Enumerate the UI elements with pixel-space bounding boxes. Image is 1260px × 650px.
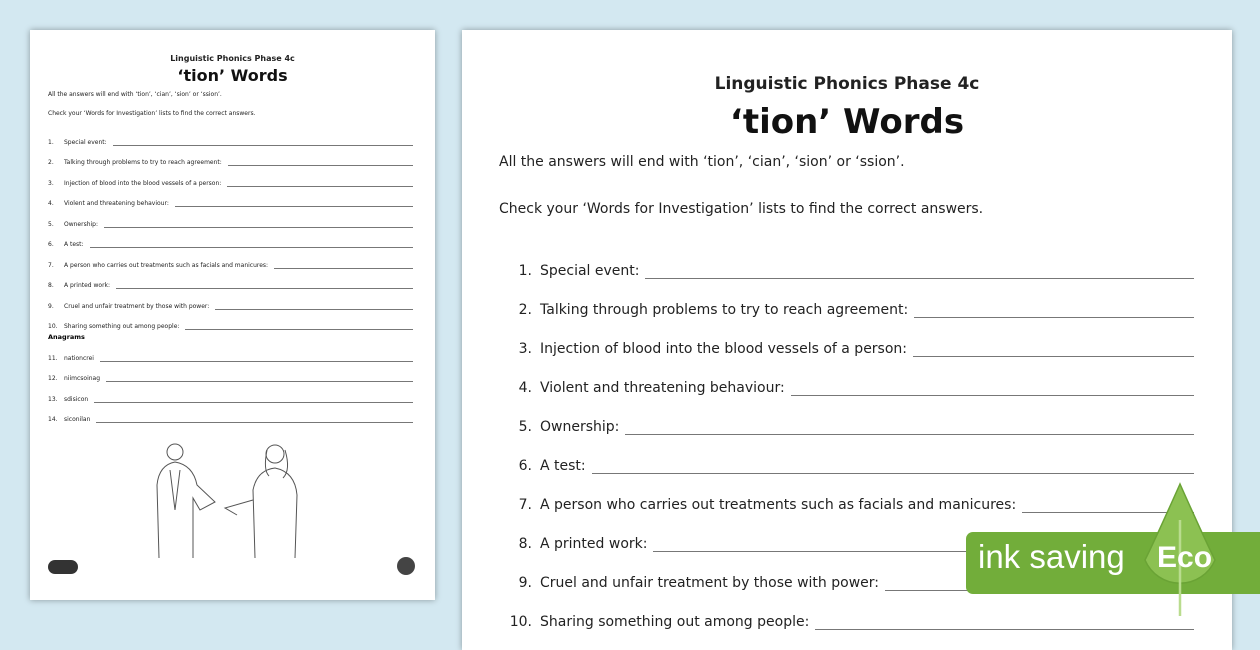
answer-line [175,206,413,207]
item-text: Injection of blood into the blood vessels of a person: [64,179,222,187]
item-text: Injection of blood into the blood vessels of a person: [540,341,908,357]
question-item [499,474,1194,513]
question-item [499,357,1194,396]
question-item [499,435,1194,474]
item-number: 1. [518,263,532,279]
item-number: 9. [518,575,532,591]
item-number: 3. [518,341,532,357]
question-item [48,310,413,331]
question-item [48,269,413,290]
answer-line [113,145,413,146]
answer-line [94,402,413,403]
item-number: 3. [48,179,54,187]
people-illustration [145,440,315,560]
answer-line [104,227,413,228]
item-number: 12. [48,375,58,382]
item-text: Sharing something out among people: [64,323,180,330]
intro-1: All the answers will end with ‘tion’, ‘cian’, ‘sion’ or ‘ssion’. [499,154,905,170]
answer-line [215,309,413,310]
item-text: Sharing something out among people: [540,614,810,630]
answer-line [914,317,1194,318]
worksheet-thumbnail[interactable] [30,30,435,600]
answer-line [96,422,413,423]
ink-saving-text: ink saving [978,538,1125,575]
question-item [499,279,1194,318]
question-item [499,240,1194,279]
item-text: A person who carries out treatments such as facials and manicures: [64,261,269,269]
anagram-item [48,403,413,424]
answer-line [913,356,1194,357]
item-text: Violent and threatening behaviour: [540,380,785,396]
item-text: Talking through problems to try to reach agreement: [540,302,909,318]
question-item [499,591,1194,630]
item-text: A printed work: [64,282,111,289]
item-number: 14. [48,416,58,423]
item-number: 10. [48,323,58,330]
answer-line [625,434,1194,435]
item-text: A printed work: [540,536,648,552]
item-number: 2. [518,302,532,318]
answer-line [100,361,413,362]
question-item [48,248,413,269]
answer-line [227,186,413,187]
answer-line [791,395,1194,396]
item-number: 1. [48,138,54,146]
answer-line [90,247,413,248]
item-text: Special event: [540,263,640,279]
item-text: Violent and threatening behaviour: [64,200,169,207]
answer-line [592,473,1194,474]
title: ‘tion’ Words [177,66,288,85]
item-number: 8. [518,536,532,552]
anagrams-heading: Anagrams [48,333,85,341]
item-number: 13. [48,395,58,403]
anagram-item [48,362,413,383]
item-number: 7. [48,261,54,269]
item-text: Cruel and unfair treatment by those with power: [540,575,879,591]
item-number: 5. [48,220,54,228]
answer-line [106,381,413,382]
question-item [499,318,1194,357]
item-text: nationcrei [64,354,94,362]
subtitle: Linguistic Phonics Phase 4c [714,74,980,94]
item-number: 5. [518,419,532,435]
answer-line [645,278,1194,279]
item-number: 9. [48,302,54,310]
item-number: 10. [509,614,532,630]
item-number: 7. [518,497,532,513]
intro-2: Check your ‘Words for Investigation’ lists to find the correct answers. [48,110,256,117]
answer-line [228,165,413,166]
item-number: 4. [518,380,532,396]
item-number: 8. [48,282,54,289]
question-item [48,146,413,167]
anagram-item [48,341,413,362]
item-text: sdisicon [64,395,89,403]
question-item [48,187,413,208]
item-text: A test: [64,241,84,248]
question-item [499,396,1194,435]
item-text: Ownership: [64,220,99,228]
item-text: Ownership: [540,419,620,435]
item-text: Talking through problems to try to reach agreement: [64,159,222,166]
item-number: 6. [48,241,54,248]
answer-line [116,288,413,289]
item-text: A test: [540,458,586,474]
item-number: 11. [48,354,58,362]
item-number: 4. [48,200,54,207]
question-item [48,166,413,187]
item-text: Cruel and unfair treatment by those with power: [64,302,210,310]
title: ‘tion’ Words [729,102,965,142]
item-text: A person who carries out treatments such as facials and manicures: [540,497,1017,513]
item-number: 6. [518,458,532,474]
eco-label: Eco [1157,541,1213,574]
footer-logo [397,557,415,575]
anagram-item [48,382,413,403]
subtitle: Linguistic Phonics Phase 4c [170,54,295,63]
question-item [48,289,413,310]
answer-line [274,268,413,269]
item-text: niimcsoinag [64,375,101,382]
question-item [48,207,413,228]
twinkl-logo [48,560,78,574]
intro-2: Check your ‘Words for Investigation’ lists to find the correct answers. [499,201,984,217]
answer-line [185,329,413,330]
item-number: 2. [48,159,54,166]
item-text: Special event: [64,138,107,146]
item-text: siconilan [64,416,91,423]
question-item [48,125,413,146]
intro-1: All the answers will end with ‘tion’, ‘cian’, ‘sion’ or ‘ssion’. [48,91,222,98]
question-item [48,228,413,249]
